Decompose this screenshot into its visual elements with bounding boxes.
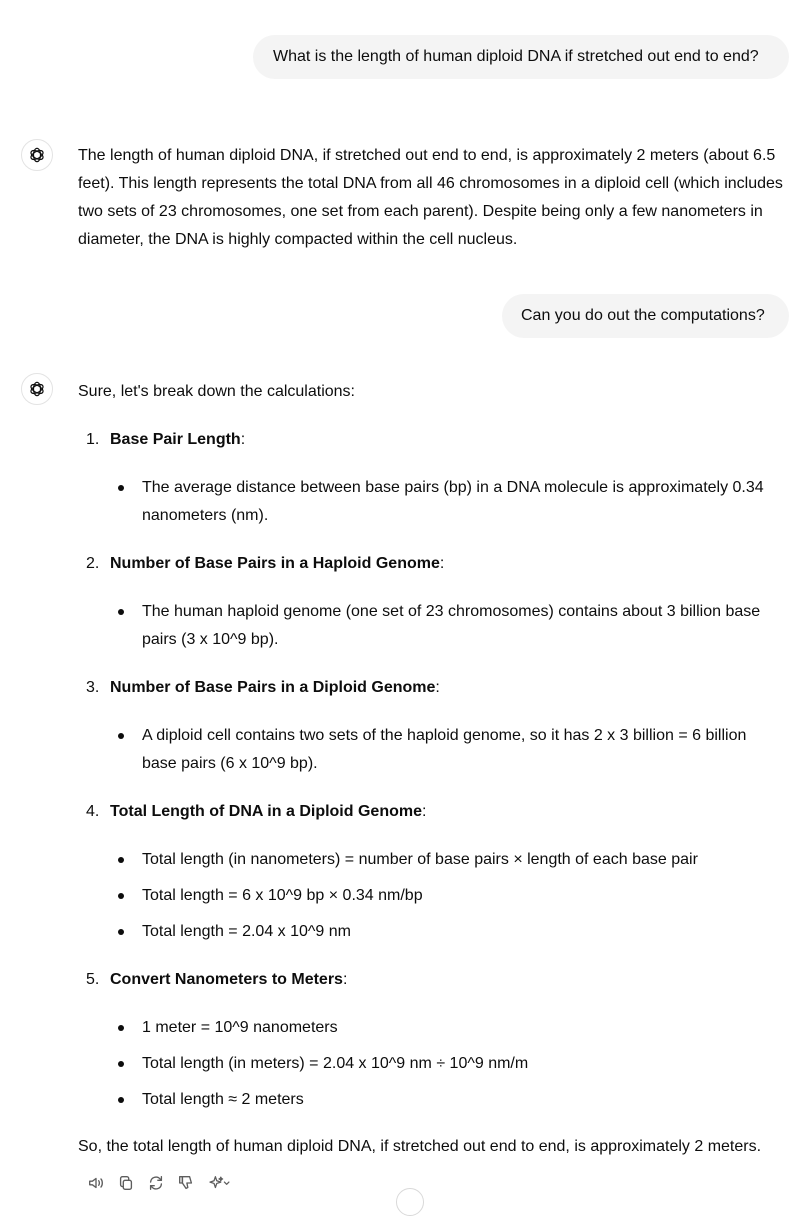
step-number: 2. [86,555,100,572]
list-item-text: The average distance between base pairs (bp) in a DNA molecule is approximately 0.34 nanometers (nm). [142,479,764,524]
list-item [118,474,778,530]
bullet-dot [118,857,124,863]
assistant-intro: Sure, let's break down the calculations: [78,383,355,400]
step-heading [86,550,444,578]
bullet-dot [118,1061,124,1067]
scroll-to-bottom-button[interactable] [396,1188,424,1216]
bullet-dot [118,893,124,899]
openai-logo-icon [27,379,47,399]
list-item [118,1086,778,1114]
step-heading [86,966,347,994]
assistant-avatar [21,139,53,171]
message-actions-toolbar [86,1172,232,1194]
step-title: Convert Nanometers to Meters [110,971,343,988]
list-item [118,918,778,946]
thumbs-down-icon[interactable] [176,1173,196,1193]
list-item-text: A diploid cell contains two sets of the haploid genome, so it has 2 x 3 billion = 6 billion base pairs (6 x 10^9 bp). [142,727,747,772]
list-item [118,1050,778,1078]
step-heading [86,426,245,454]
list-item-text: Total length (in meters) = 2.04 x 10^9 nm ÷ 10^9 nm/m [142,1055,529,1072]
list-item-text: The human haploid genome (one set of 23 chromosomes) contains about 3 billion base pairs (3 x 10^9 bp). [142,603,761,648]
step-title: Number of Base Pairs in a Haploid Genome [110,555,440,572]
step-suffix: : [240,431,246,448]
step-title: Total Length of DNA in a Diploid Genome [110,803,422,820]
list-item-text: Total length = 6 x 10^9 bp × 0.34 nm/bp [142,887,423,904]
bullet-dot [118,1025,124,1031]
step-suffix: : [421,803,427,820]
read-aloud-icon[interactable] [86,1173,106,1193]
step-number: 1. [86,431,100,448]
user-message: What is the length of human diploid DNA if stretched out end to end? [253,35,789,79]
list-item [118,846,778,874]
step-number: 5. [86,971,100,988]
copy-icon[interactable] [116,1173,136,1193]
sparkle-model-icon[interactable] [206,1173,232,1193]
list-item [118,882,778,910]
bullet-dot [118,485,124,491]
regenerate-icon[interactable] [146,1173,166,1193]
list-item [118,1014,778,1042]
assistant-conclusion: So, the total length of human diploid DNA, if stretched out end to end, is approximately 2 meters. [78,1138,762,1155]
chevron-down-icon [224,1182,229,1184]
step-number: 3. [86,679,100,696]
list-item-text: 1 meter = 10^9 nanometers [142,1019,338,1036]
list-item-text: Total length ≈ 2 meters [142,1091,304,1108]
list-item-text: Total length (in nanometers) = number of base pairs × length of each base pair [142,851,698,868]
step-number: 4. [86,803,100,820]
step-suffix: : [342,971,348,988]
step-suffix: : [439,555,445,572]
step-heading [86,798,426,826]
step-title: Base Pair Length [110,431,241,448]
user-message: Can you do out the computations? [502,294,789,338]
list-item [118,598,778,654]
list-item-text: Total length = 2.04 x 10^9 nm [142,923,351,940]
bullet-dot [118,609,124,615]
bullet-dot [118,929,124,935]
assistant-avatar [21,373,53,405]
list-item [118,722,778,778]
step-heading [86,674,440,702]
openai-logo-icon [27,145,47,165]
assistant-message: The length of human diploid DNA, if stretched out end to end, is approximately 2 meters (about 6.5 feet). This length represents the total DNA from all 46 chromosomes in a diploid cell (which includes two sets of 23 chromosomes, one set from each parent). Despite being only a few nanometers in diameter, the DNA is highly compacted within the cell nucleus. [78,147,783,248]
step-title: Number of Base Pairs in a Diploid Genome [110,679,436,696]
step-suffix: : [435,679,440,696]
bullet-dot [118,1097,124,1103]
bullet-dot [118,733,124,739]
